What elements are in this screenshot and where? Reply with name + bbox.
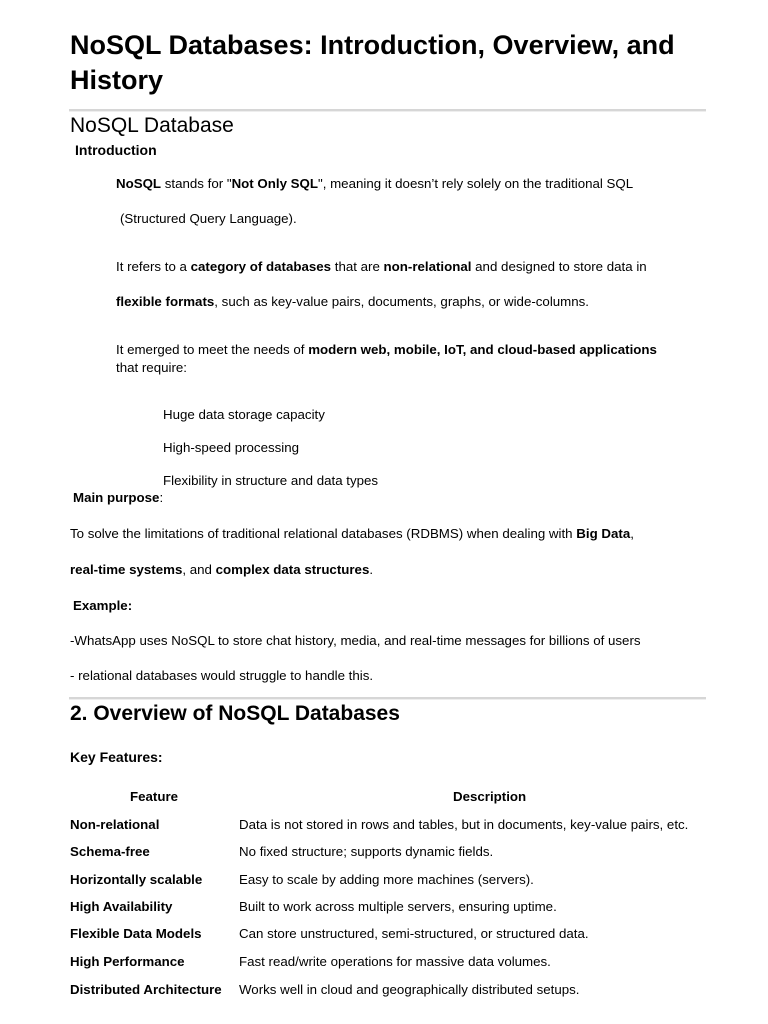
page-title-line-2: History <box>70 65 164 95</box>
text: It emerged to meet the needs of <box>116 342 309 357</box>
text: . <box>369 562 374 577</box>
purpose-paragraph-2 <box>70 561 373 579</box>
text: , such as key-value pairs, documents, graphs, or wide-columns. <box>214 294 589 309</box>
text: , and <box>182 562 216 577</box>
text: It refers to a <box>116 259 191 274</box>
list-item: Huge data storage capacity <box>163 407 325 422</box>
description-cell: Can store unstructured, semi-structured, or structured data. <box>239 926 589 941</box>
feature-cell: Flexible Data Models <box>70 926 202 941</box>
intro-paragraph-1-continued: (Structured Query Language). <box>120 211 297 226</box>
intro-paragraph-3 <box>116 341 657 359</box>
intro-paragraph-2-continued <box>116 293 589 311</box>
feature-cell: Distributed Architecture <box>70 982 222 997</box>
section-divider <box>69 697 706 700</box>
description-cell: Easy to scale by adding more machines (servers). <box>239 872 534 887</box>
feature-cell: High Performance <box>70 954 185 969</box>
main-purpose-label <box>73 489 163 507</box>
bold-text: Main purpose <box>73 490 160 505</box>
intro-paragraph-3-continued: that require: <box>116 360 187 375</box>
bold-text: modern web, mobile, IoT, and cloud-based applications <box>308 342 657 357</box>
feature-cell: High Availability <box>70 899 173 914</box>
section-heading-overview: 2. Overview of NoSQL Databases <box>70 702 400 725</box>
text: ", meaning it doesn’t rely solely on the traditional SQL <box>318 176 634 191</box>
feature-cell: Horizontally scalable <box>70 872 203 887</box>
text: and designed to store data in <box>471 259 647 274</box>
feature-cell: Schema-free <box>70 844 150 859</box>
bold-text: Big Data <box>576 526 631 541</box>
intro-paragraph-1 <box>116 175 633 193</box>
bold-text: flexible formats <box>116 294 215 309</box>
purpose-paragraph-1 <box>70 525 634 543</box>
feature-cell: Non-relational <box>70 817 160 832</box>
description-cell: Built to work across multiple servers, ensuring uptime. <box>239 899 557 914</box>
key-features-label: Key Features: <box>70 749 163 765</box>
description-cell: Fast read/write operations for massive data volumes. <box>239 954 551 969</box>
list-item: Flexibility in structure and data types <box>163 473 379 488</box>
bold-text: non-relational <box>383 259 472 274</box>
intro-paragraph-2 <box>116 258 647 276</box>
text: stands for " <box>161 176 232 191</box>
description-cell: Data is not stored in rows and tables, but in documents, key-value pairs, etc. <box>239 817 689 832</box>
table-header-description: Description <box>453 789 527 804</box>
text: To solve the limitations of traditional relational databases (RDBMS) when dealing with <box>70 526 577 541</box>
bold-text: NoSQL <box>116 176 162 191</box>
text: , <box>630 526 634 541</box>
bold-text: category of databases <box>190 259 332 274</box>
text: : <box>159 490 164 505</box>
description-cell: No fixed structure; supports dynamic fields. <box>239 844 494 859</box>
bold-text: real-time systems <box>70 562 183 577</box>
example-paragraph-1: -WhatsApp uses NoSQL to store chat history, media, and real-time messages for billions of users <box>70 633 641 648</box>
table-header-feature: Feature <box>130 789 179 804</box>
page-title-line-1: NoSQL Databases: Introduction, Overview, and <box>70 30 675 60</box>
introduction-label: Introduction <box>75 142 157 158</box>
description-cell: Works well in cloud and geographically distributed setups. <box>239 982 580 997</box>
text: that are <box>331 259 384 274</box>
example-paragraph-2: - relational databases would struggle to handle this. <box>70 668 374 683</box>
section-heading-nosql-database: NoSQL Database <box>70 114 234 137</box>
example-label: Example: <box>73 598 133 613</box>
list-item: High-speed processing <box>163 440 300 455</box>
title-divider <box>69 109 706 112</box>
bold-text: complex data structures <box>215 562 370 577</box>
bold-text: Not Only SQL <box>231 176 318 191</box>
